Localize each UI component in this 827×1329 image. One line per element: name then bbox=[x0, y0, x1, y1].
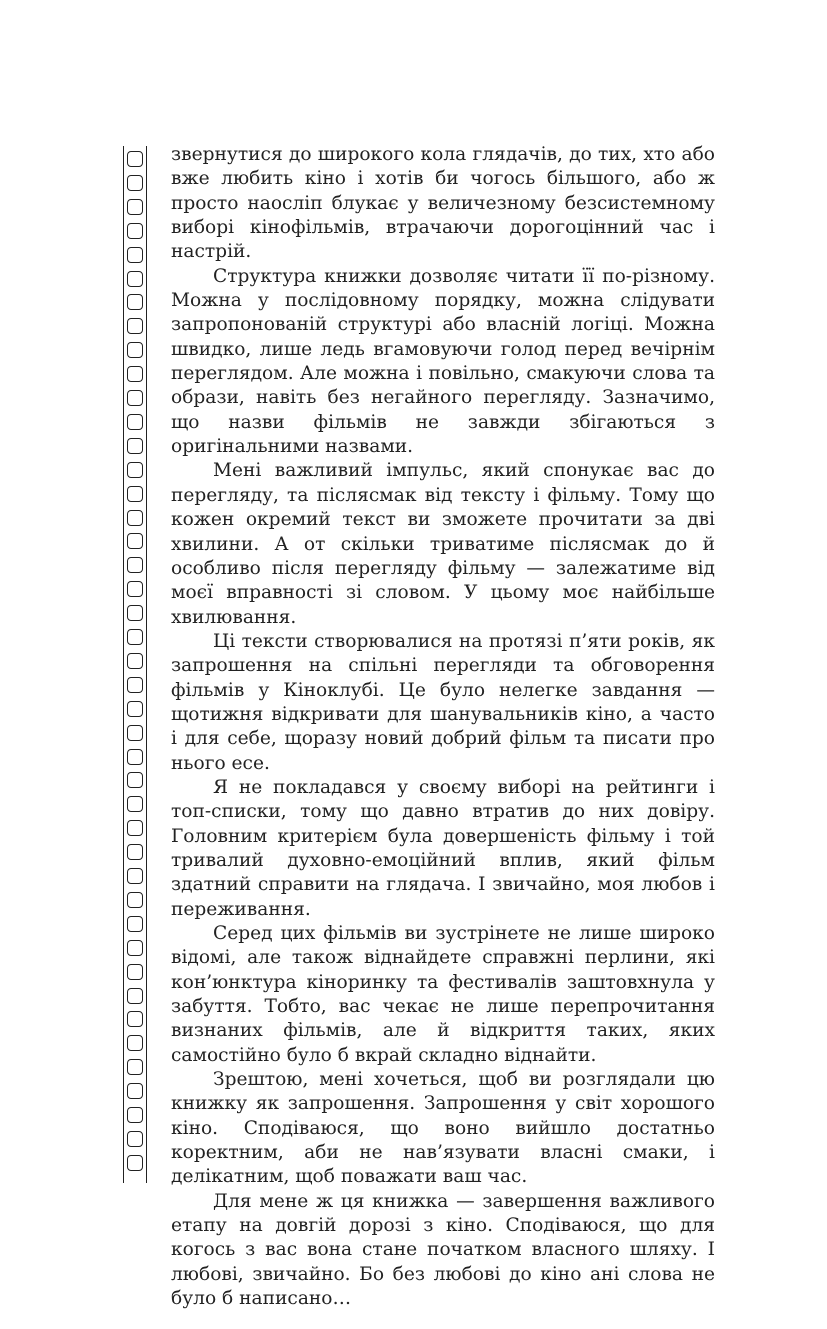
film-perforation bbox=[127, 796, 143, 812]
paragraph-invitation: Зрештою, мені хочеться, щоб ви розглядали цю книжку як запрошення. Запрошення у світ хорошого кіно. Сподіваюся, що воно вийшло достатньо коректним, аби не нав’язувати власні смаки, і делікатним, щоб поважати ваш час. bbox=[171, 1069, 715, 1188]
film-perforation bbox=[127, 1155, 143, 1171]
film-perforation bbox=[127, 1107, 143, 1123]
film-perforation bbox=[127, 1011, 143, 1027]
paragraph-structure: Структура книжки дозволяє читати її по-різному. Можна у послідовному порядку, можна слідувати запропонованій структурі або власній логіці. Можна швидко, лише ледь вгамовуючи голод перед вечірнім переглядом. Але можна і повільно, смакуючи слова та образи, навіть без негайного перегляду. Зазначимо, що назви фільмів не завжди збігаються з оригінальними назвами. bbox=[171, 265, 715, 458]
paragraph-continuation: звернутися до широкого кола глядачів, до тих, хто або вже любить кіно і хотів би чогось більшого, або ж просто наосліп блукає у величезному безсистемному виборі кінофільмів, втрачаючи дорогоцінний час і настрій. bbox=[171, 144, 715, 263]
film-perforation bbox=[127, 964, 143, 980]
film-perforation bbox=[127, 868, 143, 884]
film-perforation bbox=[127, 916, 143, 932]
body-text bbox=[171, 143, 715, 1312]
film-perforation bbox=[127, 892, 143, 908]
film-perforation bbox=[127, 557, 143, 573]
film-perforation bbox=[127, 772, 143, 788]
film-perforation bbox=[127, 390, 143, 406]
film-perforation bbox=[127, 151, 143, 167]
film-perforation bbox=[127, 318, 143, 334]
film-perforation bbox=[127, 486, 143, 502]
film-perforation bbox=[127, 342, 143, 358]
film-perforation bbox=[127, 175, 143, 191]
film-perforation bbox=[127, 653, 143, 669]
film-perforation bbox=[127, 271, 143, 287]
film-perforation bbox=[127, 533, 143, 549]
film-perforation bbox=[127, 1059, 143, 1075]
film-perforation bbox=[127, 1131, 143, 1147]
paragraph-history: Ці тексти створювалися на протязі п’яти років, як запрошення на спільні перегляди та обговорення фільмів у Кіноклубі. Це було нелегке завдання — щотижня відкривати для шанувальників кіно, а часто і для себе, щоразу новий добрий фільм та писати про нього есе. bbox=[171, 630, 715, 774]
film-perforation bbox=[127, 581, 143, 597]
film-perforation bbox=[127, 844, 143, 860]
film-perforation bbox=[127, 725, 143, 741]
film-perforation bbox=[127, 199, 143, 215]
film-strip-decoration bbox=[123, 146, 147, 1183]
film-perforation bbox=[127, 294, 143, 310]
film-perforation bbox=[127, 462, 143, 478]
paragraph-impulse: Мені важливий імпульс, який спонукає вас до перегляду, та післясмак від тексту і фільму. Тому що кожен окремий текст ви зможете прочитати за дві хвилини. А от скільки триватиме післясмак до й особливо після перегляду фільму — залежатиме від моєї вправності зі словом. У цьому моє найбільше хвилювання. bbox=[171, 460, 715, 628]
film-perforation bbox=[127, 629, 143, 645]
paragraph-pearls: Серед цих фільмів ви зустрінете не лише широко відомі, але також віднайдете справжні перлини, які кон’юнктура кіноринку та фестивалів заштовхнула у забуття. Тобто, вас чекає не лише перепрочитання визнаних фільмів, але й відкриття таких, яких самостійно було б вкрай складно віднайти. bbox=[171, 923, 715, 1066]
film-perforation bbox=[127, 510, 143, 526]
film-perforation bbox=[127, 940, 143, 956]
film-perforation bbox=[127, 820, 143, 836]
film-perforation bbox=[127, 1083, 143, 1099]
film-perforation bbox=[127, 1035, 143, 1051]
film-perforation bbox=[127, 988, 143, 1004]
paragraph-selection: Я не покладався у своєму виборі на рейтинги і топ-списки, тому що давно втратив до них довіру. Головним критерієм була довершеність фільму і той тривалий духовно-емоційний вплив, який фільм здатний справити на глядача. І звичайно, моя любов і переживання. bbox=[171, 776, 715, 920]
film-perforation bbox=[127, 223, 143, 239]
film-perforation bbox=[127, 677, 143, 693]
film-perforation bbox=[127, 247, 143, 263]
film-perforation bbox=[127, 438, 143, 454]
paragraph-conclusion: Для мене ж ця книжка — завершення важливого етапу на довгій дорозі з кіно. Сподіваюся, що для когось з вас вона стане початком власного шляху. І любові, звичайно. Бо без любові до кіно ані слова не було б написано… bbox=[171, 1190, 715, 1310]
film-perforation bbox=[127, 366, 143, 382]
film-perforation bbox=[127, 701, 143, 717]
film-perforation bbox=[127, 749, 143, 765]
film-perforation bbox=[127, 605, 143, 621]
film-perforation bbox=[127, 414, 143, 430]
